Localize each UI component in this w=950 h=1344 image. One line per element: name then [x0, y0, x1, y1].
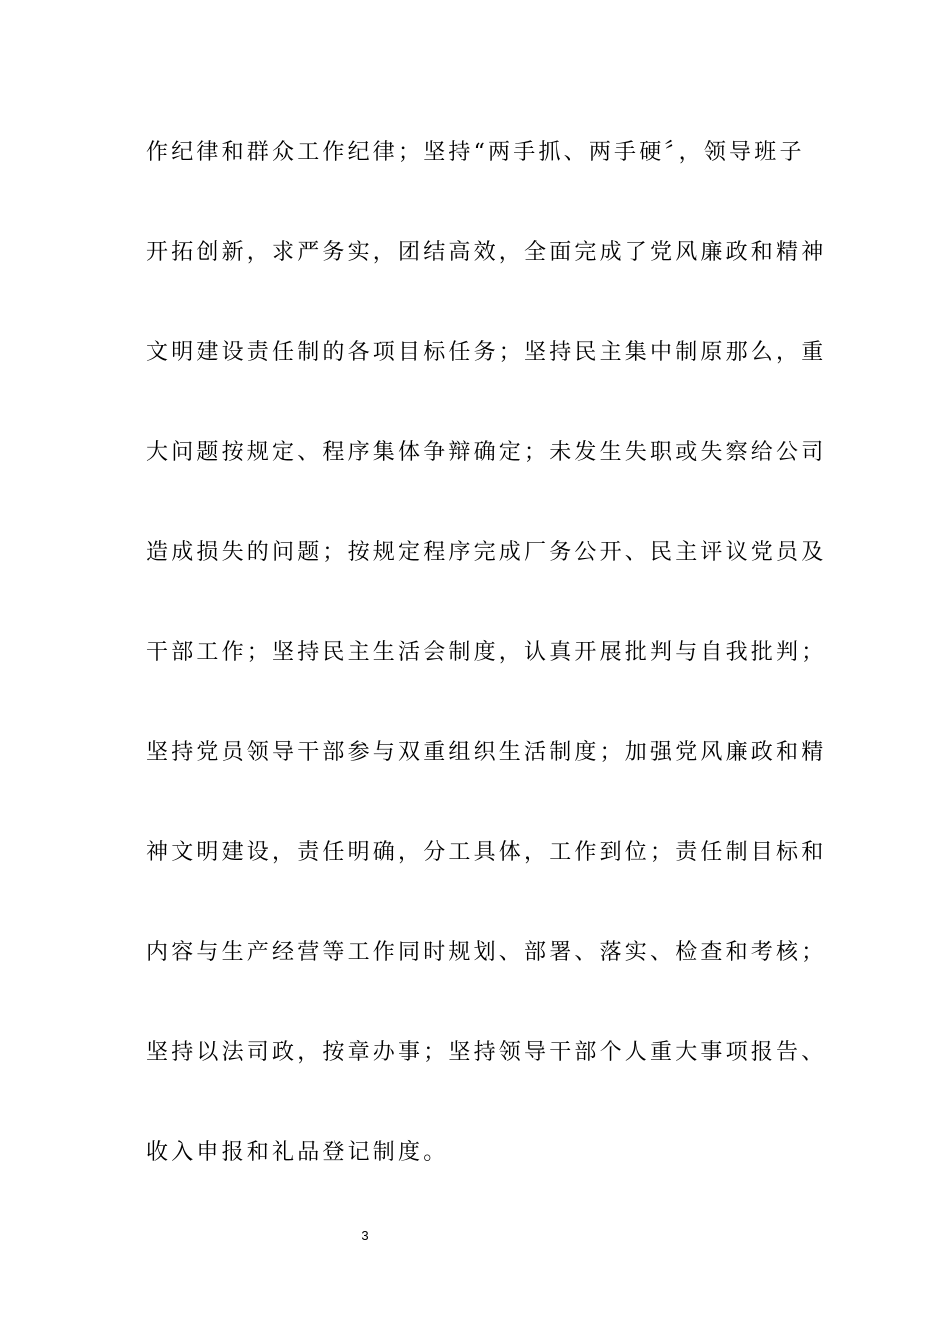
text-line: 文明建设责任制的各项目标任务；坚持民主集中制原那么，重: [146, 340, 827, 365]
text-line: 坚持以法司政，按章办事；坚持领导干部个人重大事项报告、: [146, 1040, 827, 1065]
text-line: 内容与生产经营等工作同时规划、部署、落实、检查和考核；: [146, 940, 827, 965]
body-paragraph: [146, 126, 827, 1226]
text-line: 收入申报和礼品登记制度。: [146, 1140, 449, 1165]
page-number: 3: [361, 1228, 369, 1243]
text-line: 坚持党员领导干部参与双重组织生活制度；加强党风廉政和精: [146, 740, 827, 765]
text-line: 作纪律和群众工作纪律；坚持“两手抓、两手硬〞，领导班子: [146, 140, 805, 165]
text-line: 大问题按规定、程序集体争辩确定；未发生失职或失察给公司: [146, 440, 827, 465]
text-line: 开拓创新，求严务实，团结高效，全面完成了党风廉政和精神: [146, 240, 827, 265]
text-line: 造成损失的问题；按规定程序完成厂务公开、民主评议党员及: [146, 540, 827, 565]
text-line: 神文明建设，责任明确，分工具体，工作到位；责任制目标和: [146, 840, 827, 865]
text-line: 干部工作；坚持民主生活会制度，认真开展批判与自我批判；: [146, 640, 827, 665]
